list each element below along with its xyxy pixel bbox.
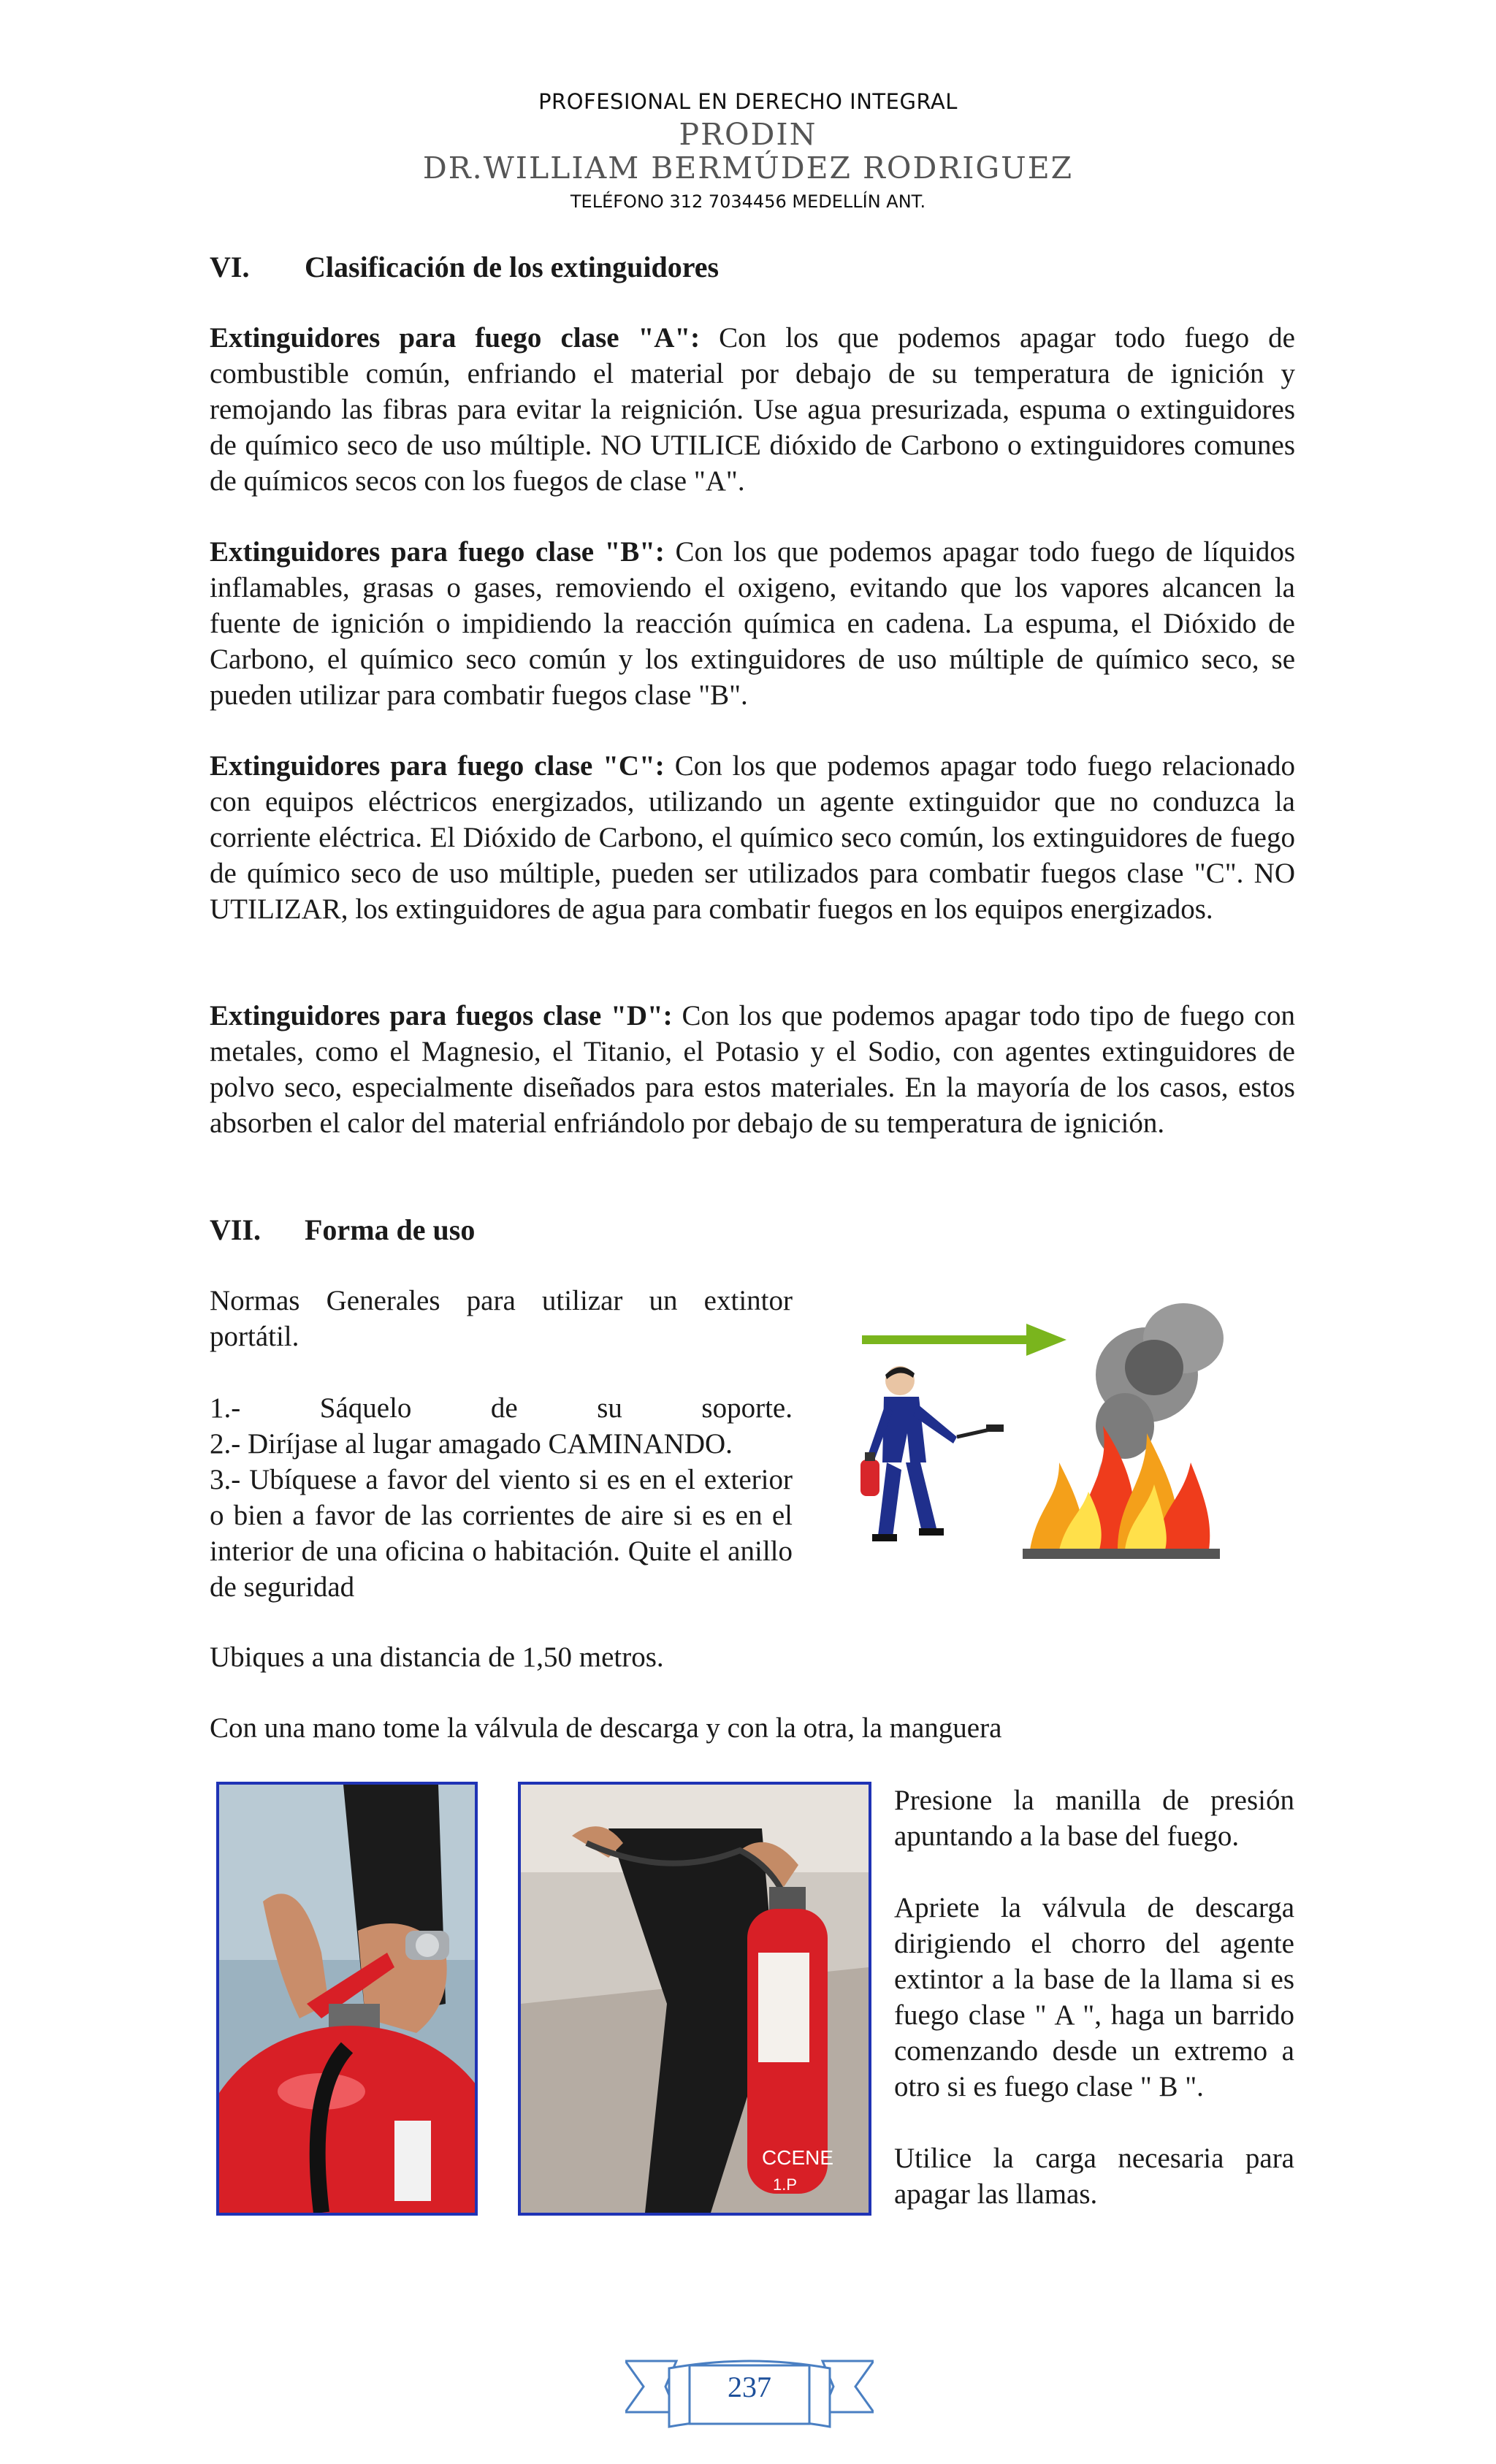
class-b-label: Extinguidores para fuego clase "B": bbox=[210, 536, 665, 568]
usage-step-2: 2.- Diríjase al lugar amagado CAMINANDO. bbox=[210, 1428, 733, 1460]
distance-text bbox=[210, 1639, 1295, 1675]
section-6-number: VI. bbox=[210, 251, 250, 283]
person-figure bbox=[860, 1366, 1004, 1541]
header-profession: PROFESIONAL EN DERECHO INTEGRAL bbox=[538, 89, 958, 114]
class-d-paragraph bbox=[210, 998, 1295, 1141]
press-instruction: Presione la manilla de presión apuntando a la base del fuego. bbox=[894, 1785, 1294, 1852]
class-d-label: Extinguidores para fuegos clase "D": bbox=[210, 1000, 673, 1031]
usage-intro: Normas Generales para utilizar un extintor portátil. bbox=[210, 1285, 793, 1352]
section-7-heading bbox=[210, 1212, 1295, 1248]
header-phone: TELÉFONO 312 7034456 MEDELLÍN ANT. bbox=[570, 191, 926, 212]
distance-line: Ubiques a una distancia de 1,50 metros. bbox=[210, 1641, 664, 1673]
usage-step-3: 3.- Ubíquese a favor del viento si es en el exterior o bien a favor de las corrientes de aire si es en el interior de una oficina o habitación. Quite el anillo de seguridad bbox=[210, 1464, 793, 1603]
class-a-label: Extinguidores para fuego clase "A": bbox=[210, 322, 701, 354]
header-brand: PRODIN bbox=[679, 117, 817, 152]
class-a-text: Con los que podemos apagar todo fuego de combustible común, enfriando el material por debajo de su temperatura de ignición y remojando las fibras para evitar la reignición. Use agua presurizada, espuma o extinguidores de químico seco de uso múltiple. NO UTILICE dióxido de Carbono o extinguidores comunes de químicos secos con los fuegos de clase "A". bbox=[210, 322, 1295, 497]
section-7-number: VII. bbox=[210, 1213, 262, 1246]
usage-rules bbox=[210, 1283, 793, 1605]
hands-line: Con una mano tome la válvula de descarga y con la otra, la manguera bbox=[210, 1712, 1002, 1744]
class-b-paragraph bbox=[210, 534, 1295, 713]
extinguisher-label: CCENE bbox=[762, 2146, 834, 2169]
section-7-title: Forma de uso bbox=[305, 1213, 476, 1246]
section-6-heading bbox=[210, 249, 1295, 285]
class-a-paragraph bbox=[210, 320, 1295, 499]
section-6-title: Clasificación de los extinguidores bbox=[305, 251, 720, 283]
use-instruction: Utilice la carga necesaria para apagar las llamas. bbox=[894, 2143, 1294, 2210]
class-b-text: Con los que podemos apagar todo fuego de líquidos inflamables, grasas o gases, removiendo el oxigeno, evitando que los vapores alcancen la fuente de ignición o impidiendo la reacción química en cadena. La espuma, el Dióxido de Carbono, el químico seco común y los extinguidores de uso múltiple de químico seco, se pueden utilizar para combatir fuegos clase "B". bbox=[210, 536, 1295, 711]
direction-arrow bbox=[862, 1324, 1066, 1356]
extinguisher-label-2: 1.P bbox=[773, 2175, 798, 2194]
class-c-paragraph bbox=[210, 748, 1295, 927]
fire-tray bbox=[1023, 1549, 1220, 1559]
class-c-label: Extinguidores para fuego clase "C": bbox=[210, 750, 665, 782]
class-c-text: Con los que podemos apagar todo fuego relacionado con equipos eléctricos energizados, utilizando un agente extinguidor que no conduzca la corriente eléctrica. El Dióxido de Carbono, el químico seco común, los extinguidores de fuego de químico seco de uso múltiple, pueden ser utilizados para combatir fuegos clase "C". NO UTILIZAR, los extinguidores de agua para combatir fuegos en los equipos energizados. bbox=[210, 750, 1295, 925]
class-d-text: Con los que podemos apagar todo tipo de fuego con metales, como el Magnesio, el Titanio, el Potasio y el Sodio, con agentes extinguidores de polvo seco, especialmente diseñados para estos materiales. En la mayoría de los casos, estos absorben el calor del material enfriándolo por debajo de su temperatura de ignición. bbox=[210, 1000, 1296, 1139]
header-author: DR.WILLIAM BERMÚDEZ RODRIGUEZ bbox=[422, 150, 1074, 186]
hands-text bbox=[210, 1710, 1295, 1746]
squeeze-instruction: Apriete la válvula de descarga dirigiendo el chorro del agente extintor a la base de la llama si es fuego clase " A ", haga un barrido comenzando desde un extremo a otro si es fuego clase " B ". bbox=[894, 1892, 1294, 2102]
page-number: 237 bbox=[728, 2370, 771, 2403]
extinguisher-illustration bbox=[840, 1287, 1249, 1565]
instructions-right bbox=[894, 1782, 1294, 2212]
usage-step-1: 1.- Sáquelo de su soporte. bbox=[210, 1392, 793, 1424]
photo-valve-grip bbox=[216, 1782, 478, 2216]
photo-hose-hold bbox=[518, 1782, 871, 2216]
